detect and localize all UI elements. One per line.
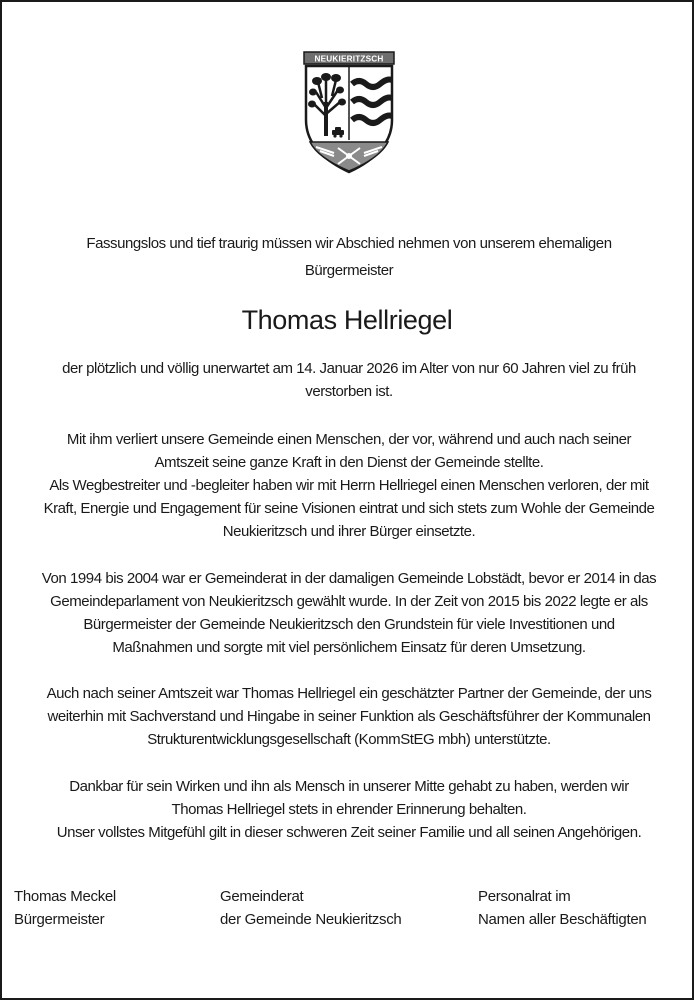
crest-banner-text: NEUKIERITZSCH bbox=[314, 54, 384, 64]
signatory-line-1: Gemeinderat bbox=[220, 888, 304, 905]
paragraph-line: Maßnahmen und sorgte mit viel persönlichem Einsatz für deren Umsetzung. bbox=[112, 639, 586, 656]
municipal-coat-of-arms bbox=[302, 50, 396, 174]
signatory-staff-council bbox=[478, 885, 646, 931]
paragraph-line: Neukieritzsch und ihrer Bürger einsetzte. bbox=[222, 523, 476, 540]
intro-line-1: Fassungslos und tief traurig müssen wir Abschied nehmen von unserem ehemaligen bbox=[86, 235, 612, 252]
signatory-line-2: der Gemeinde Neukieritzsch bbox=[220, 911, 402, 928]
signatory-mayor bbox=[14, 885, 116, 931]
signatory-line-2: Namen aller Beschäftigten bbox=[478, 911, 647, 928]
paragraph-line: Dankbar für sein Wirken und ihn als Mensch in unserer Mitte gehabt zu haben, werden wir bbox=[69, 778, 629, 795]
paragraph-line: Thomas Hellriegel stets in ehrender Erinnerung behalten. bbox=[171, 801, 527, 818]
paragraph-4 bbox=[12, 775, 686, 844]
deceased-name: Thomas Hellriegel bbox=[241, 305, 453, 335]
paragraph-line: Gemeindeparlament von Neukieritzsch gewählt wurde. In der Zeit von 2015 bis 2022 legte er als bbox=[50, 593, 648, 610]
paragraph-line: Von 1994 bis 2004 war er Gemeinderat in der damaligen Gemeinde Lobstädt, bevor er 2014 in das bbox=[41, 570, 657, 587]
paragraph-line: Kraft, Energie und Engagement für seine Visionen eintrat und sich stets zum Wohle der Gemeinde bbox=[43, 500, 655, 517]
paragraph-1 bbox=[12, 428, 686, 543]
paragraph-line: weiterhin mit Sachverstand und Hingabe in seiner Funktion als Geschäftsführer der Kommunalen bbox=[47, 708, 651, 725]
intro-line-2: Bürgermeister bbox=[304, 262, 394, 279]
signatory-line-1: Thomas Meckel bbox=[14, 888, 116, 905]
paragraph-line: Auch nach seiner Amtszeit war Thomas Hellriegel ein geschätzter Partner der Gemeinde, der uns bbox=[46, 685, 652, 702]
paragraph-3 bbox=[12, 682, 686, 751]
paragraph-2 bbox=[12, 567, 686, 659]
intro-text bbox=[12, 232, 686, 282]
signatory-council bbox=[220, 885, 401, 931]
signatory-line-2: Bürgermeister bbox=[14, 911, 105, 928]
paragraph-line: Strukturentwicklungsgesellschaft (KommStEG mbh) unterstützte. bbox=[147, 731, 551, 748]
paragraph-line: Amtszeit seine ganze Kraft in den Dienst der Gemeinde stellte. bbox=[154, 454, 544, 471]
paragraph-line: Bürgermeister der Gemeinde Neukieritzsch den Grundstein für viele Investitionen und bbox=[83, 616, 615, 633]
paragraph-line: Unser vollstes Mitgefühl gilt in dieser schweren Zeit seiner Familie und all seinen Angehörigen. bbox=[56, 824, 642, 841]
signatory-line-1: Personalrat im bbox=[478, 888, 571, 905]
paragraph-line: Als Wegbestreiter und -begleiter haben wir mit Herrn Hellriegel einen Menschen verloren, der mit bbox=[49, 477, 649, 494]
death-notice-line-1: der plötzlich und völlig unerwartet am 14. Januar 2026 im Alter von nur 60 Jahren viel zu früh bbox=[62, 360, 636, 377]
death-notice-line-2: verstorben ist. bbox=[305, 383, 393, 400]
paragraph-line: Mit ihm verliert unsere Gemeinde einen Menschen, der vor, während und auch nach seiner bbox=[66, 431, 632, 448]
death-notice-text bbox=[12, 357, 686, 403]
